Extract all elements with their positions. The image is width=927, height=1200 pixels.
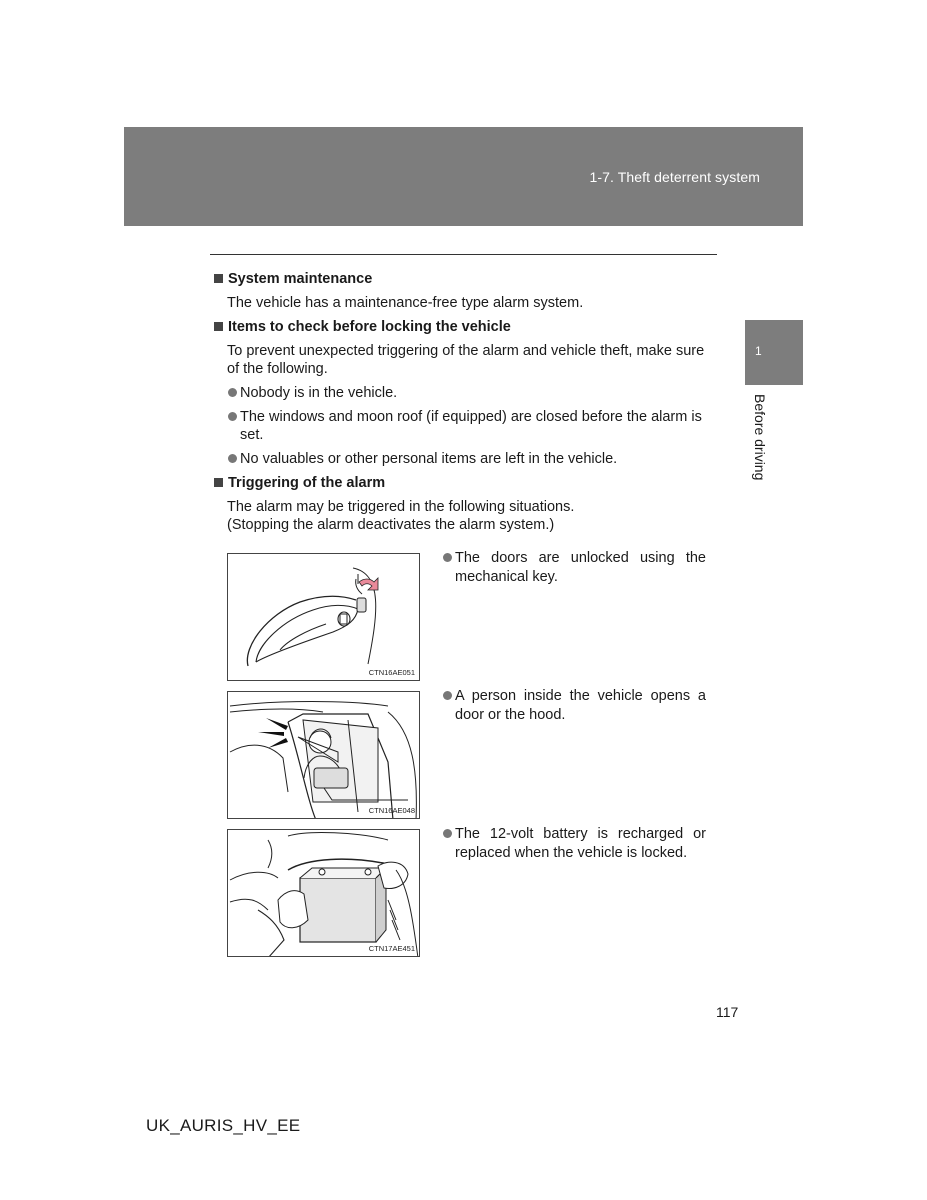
paragraph: To prevent unexpected triggering of the alarm and vehicle theft, make sure of the following. bbox=[227, 343, 705, 377]
square-bullet-icon bbox=[214, 478, 223, 487]
circle-bullet-icon bbox=[228, 388, 237, 397]
list-item: Nobody is in the vehicle. bbox=[214, 384, 714, 402]
vehicle-interior-illustration bbox=[228, 692, 420, 819]
figure-caption: The doors are unlocked using the mechanical key. bbox=[443, 549, 706, 586]
page-number: 117 bbox=[716, 1004, 739, 1020]
figure-caption: The 12-volt battery is recharged or replaced when the vehicle is locked. bbox=[443, 825, 706, 862]
paragraph: The alarm may be triggered in the following situations. bbox=[227, 499, 575, 515]
circle-bullet-icon bbox=[443, 829, 452, 838]
heading-system-maintenance: System maintenance bbox=[214, 270, 714, 288]
circle-bullet-icon bbox=[228, 412, 237, 421]
main-content bbox=[214, 270, 714, 534]
heading-triggering: Triggering of the alarm bbox=[214, 474, 714, 492]
chapter-number: 1 bbox=[755, 344, 762, 358]
circle-bullet-icon bbox=[443, 691, 452, 700]
paragraph: The vehicle has a maintenance-free type alarm system. bbox=[227, 295, 584, 311]
footer-code: UK_AURIS_HV_EE bbox=[146, 1116, 301, 1135]
list-item: The windows and moon roof (if equipped) are closed before the alarm is set. bbox=[214, 408, 714, 444]
list-item: No valuables or other personal items are left in the vehicle. bbox=[214, 450, 714, 468]
circle-bullet-icon bbox=[443, 553, 452, 562]
figure-door-handle bbox=[227, 553, 420, 681]
square-bullet-icon bbox=[214, 274, 223, 283]
chapter-label: Before driving bbox=[752, 394, 768, 481]
battery-illustration bbox=[228, 830, 420, 957]
figure-caption: A person inside the vehicle opens a door or the hood. bbox=[443, 687, 706, 724]
figure-code: CTN16AE051 bbox=[368, 668, 415, 677]
header-band bbox=[124, 127, 803, 226]
circle-bullet-icon bbox=[228, 454, 237, 463]
square-bullet-icon bbox=[214, 322, 223, 331]
divider bbox=[210, 254, 717, 255]
door-handle-illustration bbox=[228, 554, 420, 681]
figure-person-opens-door bbox=[227, 691, 420, 819]
section-title: 1-7. Theft deterrent system bbox=[589, 169, 760, 185]
paragraph: (Stopping the alarm deactivates the alarm system.) bbox=[227, 517, 555, 533]
figure-battery bbox=[227, 829, 420, 957]
figure-code: CTN17AE451 bbox=[368, 944, 415, 953]
figure-code: CTN16AE048 bbox=[368, 806, 415, 815]
heading-items-to-check: Items to check before locking the vehicle bbox=[214, 318, 714, 336]
chapter-tab bbox=[745, 320, 803, 385]
